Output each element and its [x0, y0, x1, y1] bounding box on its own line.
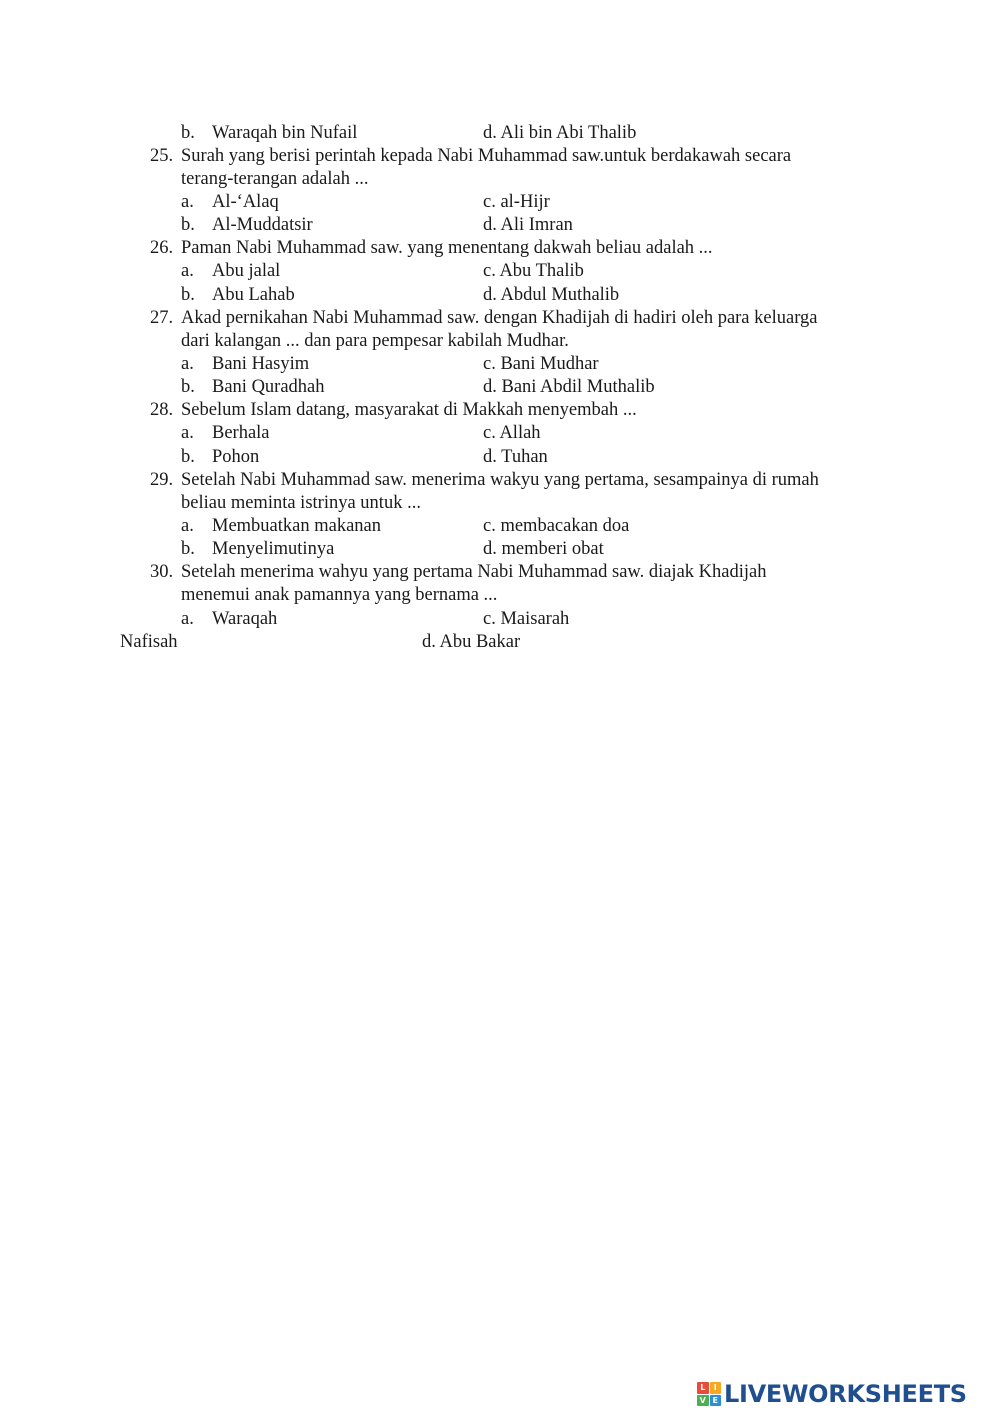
option-letter: b.	[181, 123, 195, 143]
logo-mark-letter: L	[697, 1382, 709, 1394]
option-text: Waraqah	[212, 609, 278, 629]
option-text: c. Abu Thalib	[483, 261, 584, 281]
option-text: d. Bani Abdil Muthalib	[483, 377, 655, 397]
question-text: Paman Nabi Muhammad saw. yang menentang dakwah beliau adalah ...	[181, 238, 713, 258]
option-text: c. Maisarah	[483, 609, 570, 629]
question-number: 25.	[150, 146, 174, 166]
option-text: c. al-Hijr	[483, 192, 550, 212]
option-letter: a.	[181, 609, 194, 629]
question-text: Setelah menerima wahyu yang pertama Nabi Muhammad saw. diajak Khadijah	[181, 562, 767, 582]
option-letter: b.	[181, 447, 195, 467]
option-text: d. Abu Bakar	[422, 632, 521, 652]
option-text: Menyelimutinya	[212, 539, 335, 559]
question-number: 28.	[150, 400, 174, 420]
question-number: 26.	[150, 238, 174, 258]
option-text: d. Abdul Muthalib	[483, 285, 620, 305]
logo-mark-letter: E	[710, 1395, 722, 1407]
question-text: terang-terangan adalah ...	[181, 169, 369, 189]
logo-mark-icon	[697, 1382, 721, 1406]
question-number: 30.	[150, 562, 174, 582]
option-text: Abu Lahab	[212, 285, 295, 305]
option-text: Abu jalal	[212, 261, 281, 281]
option-letter: a.	[181, 423, 194, 443]
option-text: Al-Muddatsir	[212, 215, 313, 235]
question-text: Akad pernikahan Nabi Muhammad saw. dengan Khadijah di hadiri oleh para keluarga	[181, 308, 818, 328]
option-text: c. membacakan doa	[483, 516, 630, 536]
option-letter: b.	[181, 215, 195, 235]
logo-text: LIVEWORKSHEETS	[724, 1380, 967, 1408]
option-text: Waraqah bin Nufail	[212, 123, 358, 143]
option-text: d. Tuhan	[483, 447, 548, 467]
option-text: Al-‘Alaq	[212, 192, 279, 212]
option-letter: a.	[181, 516, 194, 536]
question-text: dari kalangan ... dan para pempesar kabilah Mudhar.	[181, 331, 569, 351]
option-letter: a.	[181, 192, 194, 212]
question-text: Setelah Nabi Muhammad saw. menerima wakyu yang pertama, sesampainya di rumah	[181, 470, 819, 490]
question-text: Surah yang berisi perintah kepada Nabi Muhammad saw.untuk berdakawah secara	[181, 146, 792, 166]
question-text: menemui anak pamannya yang bernama ...	[181, 585, 498, 605]
liveworksheets-logo	[697, 1379, 967, 1409]
logo-mark-letter: I	[710, 1382, 722, 1394]
option-text: c. Allah	[483, 423, 541, 443]
option-text: Berhala	[212, 423, 270, 443]
question-number: 29.	[150, 470, 174, 490]
option-text: Membuatkan makanan	[212, 516, 382, 536]
option-text: Bani Quradhah	[212, 377, 325, 397]
question-text: Sebelum Islam datang, masyarakat di Makkah menyembah ...	[181, 400, 637, 420]
option-text: Nafisah	[120, 632, 178, 652]
option-text: d. Ali bin Abi Thalib	[483, 123, 637, 143]
option-letter: b.	[181, 539, 195, 559]
option-letter: a.	[181, 354, 194, 374]
question-text: beliau meminta istrinya untuk ...	[181, 493, 421, 513]
option-text: c. Bani Mudhar	[483, 354, 599, 374]
logo-mark-letter: V	[697, 1395, 709, 1407]
option-text: d. Ali Imran	[483, 215, 573, 235]
option-text: Pohon	[212, 447, 260, 467]
option-text: d. memberi obat	[483, 539, 604, 559]
option-letter: b.	[181, 377, 195, 397]
option-text: Bani Hasyim	[212, 354, 310, 374]
option-letter: b.	[181, 285, 195, 305]
question-number: 27.	[150, 308, 174, 328]
option-letter: a.	[181, 261, 194, 281]
